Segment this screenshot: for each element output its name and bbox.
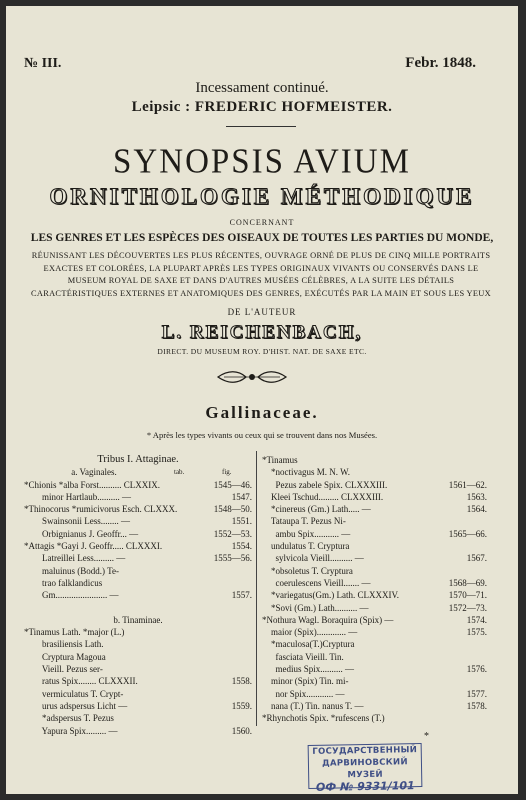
figure-numbers: 1561—62.: [448, 479, 487, 490]
catalog-row: [262, 454, 487, 466]
catalog-row: [262, 528, 487, 540]
publisher-note: Incessament continué.: [195, 80, 329, 96]
catalog-row: [24, 638, 252, 650]
catalog-row: [24, 626, 252, 638]
catalog-row: [262, 515, 487, 527]
catalog-entry: trao falklandicus: [24, 577, 103, 588]
catalog-entry: *maculosa(T.)Cryptura: [262, 639, 355, 650]
catalog-row: [24, 565, 252, 577]
book-subtitle: ORNITHOLOGIE MÉTHODIQUE: [49, 184, 475, 209]
catalog-entry: *Tinamus: [262, 455, 298, 465]
section-note: * Après les types vivants ou ceux qui se trouvent dans nos Musées.: [146, 430, 378, 440]
museum-stamp: [308, 743, 423, 794]
catalog-row: [24, 540, 252, 552]
publisher-line: Leipsic : FREDERIC HOFMEISTER.: [131, 99, 393, 115]
catalog-entry: *cinereus (Gm.) Lath..... —: [262, 504, 371, 515]
catalog-row: [24, 725, 252, 737]
catalog-entry: maior (Spix)............. —: [262, 627, 358, 638]
figure-numbers: 1559.: [231, 700, 252, 711]
catalog-row: [24, 552, 252, 564]
figure-numbers: 1558.: [231, 676, 252, 687]
catalog-entry: ambu Spix........... —: [262, 528, 351, 539]
figure-numbers: 1578.: [466, 700, 487, 711]
scanned-page: [6, 6, 518, 794]
figure-numbers: 1551.: [231, 516, 252, 527]
catalog-entry: *Sovi (Gm.) Lath.......... —: [262, 602, 369, 613]
catalog-entry: Latreillei Less......... —: [24, 553, 126, 564]
catalog-row: [24, 651, 252, 663]
left-column: [24, 454, 252, 737]
catalog-entry: ratus Spix........ CLXXXII.: [24, 676, 138, 687]
book-title: SYNOPSIS AVIUM: [113, 143, 411, 181]
catalog-row: [24, 589, 252, 601]
catalog-row: [262, 700, 487, 712]
vaginales-heading: a. Vaginales.: [71, 467, 117, 478]
column-divider: [256, 451, 257, 726]
figure-numbers: 1568—69.: [448, 577, 487, 588]
figure-numbers: 1576.: [466, 664, 487, 675]
stamp-line-3: ОФ № 9331/101: [315, 779, 415, 794]
catalog-entry: Pezus zabele Spix. CLXXXIII.: [262, 479, 388, 490]
stamp-line-2: ДАРВИНОВСКИЙ МУЗЕЙ: [321, 757, 408, 781]
catalog-row: [262, 688, 487, 700]
catalog-entry: Vieill. Pezus ser-: [24, 664, 103, 675]
catalog-entry: *Thinocorus *rumicivorus Esch. CLXXX.: [24, 504, 178, 515]
catalog-row: [262, 589, 487, 601]
catalog-entry: undulatus T. Cryptura: [262, 541, 350, 552]
catalog-entry: Cryptura Magoua: [24, 651, 106, 662]
catalog-entry: minor (Spix) Tin. mi-: [262, 676, 349, 687]
catalog-entry: *Chionis *alba Forst.......... CLXXIX.: [24, 479, 160, 490]
catalog-entry: *variegatus(Gm.) Lath. CLXXXIV.: [262, 590, 400, 601]
catalog-entry: nana (T.) Tin. nanus T. —: [262, 700, 364, 711]
catalog-entry: coerulescens Vieill....... —: [262, 577, 371, 588]
fig-label: fig.: [222, 468, 232, 477]
figure-numbers: 1575.: [466, 627, 487, 638]
author-label: DE L'AUTEUR: [227, 307, 297, 317]
tribus-heading: Tribus I. Attaginae.: [97, 454, 179, 465]
catalog-entry: maluinus (Bodd.) Te-: [24, 565, 119, 576]
figure-numbers: 1563.: [466, 491, 487, 502]
catalog-entry: Yapura Spix......... —: [24, 725, 118, 736]
catalog-row: [24, 675, 252, 687]
figure-numbers: 1545—46.: [213, 479, 252, 490]
catalog-row: [24, 577, 252, 589]
catalog-row: [24, 700, 252, 712]
catalog-entry: vermiculatus T. Crypt-: [24, 688, 124, 699]
catalog-entry: b. Tinaminae.: [113, 614, 163, 625]
catalog-row: [262, 552, 487, 564]
catalog-entry: brasiliensis Lath.: [24, 639, 104, 650]
catalog-row: [24, 503, 252, 515]
catalog-entry: sylvicola Vieill.......... —: [262, 553, 364, 564]
catalog-row: [262, 491, 487, 503]
figure-numbers: 1557.: [231, 590, 252, 601]
catalog-row: [262, 577, 487, 589]
catalog-entry: *Rhynchotis Spix. *rufescens (T.): [262, 713, 385, 724]
catalog-row: [262, 663, 487, 675]
catalog-entry: *Tinamus Lath. *major (L.): [24, 627, 125, 638]
catalog-entry: *Nothura Wagl. Boraquira (Spix) —: [262, 614, 394, 625]
header-rule: [226, 126, 296, 127]
catalog-row: [262, 503, 487, 515]
catalog-row: [262, 540, 487, 552]
catalog-row: [24, 663, 252, 675]
tab-label: tab.: [174, 468, 185, 477]
catalog-entry: Orbignianus J. Geoffr... —: [24, 528, 139, 539]
catalog-entry: *noctivagus M. N. W.: [262, 467, 351, 478]
right-column: [262, 454, 487, 725]
catalog-row: [24, 491, 252, 503]
catalog-entry: Swainsonii Less........ —: [24, 516, 131, 527]
catalog-row: [262, 466, 487, 478]
catalog-row: [262, 638, 487, 650]
figure-numbers: 1554.: [231, 541, 252, 552]
figure-numbers: 1564.: [466, 504, 487, 515]
catalog-entry: Tataupa T. Pezus Ni-: [262, 516, 346, 527]
ornament-flourish-icon: [216, 368, 288, 386]
catalog-row: [24, 712, 252, 724]
catalog-row: [262, 675, 487, 687]
issue-date: Febr. 1848.: [405, 55, 476, 71]
figure-numbers: 1567.: [466, 553, 487, 564]
catalog-entry: *obsoletus T. Cryptura: [262, 565, 353, 576]
catalog-row: [24, 602, 252, 614]
catalog-row: [262, 712, 487, 724]
catalog-entry: Kleei Tschud......... CLXXXIII.: [262, 491, 384, 502]
concernant-label: CONCERNANT: [229, 218, 295, 227]
catalog-entry: medius Spix.......... —: [262, 664, 355, 675]
figure-numbers: 1555—56.: [213, 553, 252, 564]
catalog-entry: urus adspersus Licht —: [24, 700, 128, 711]
catalog-row: [262, 614, 487, 626]
catalog-row: [24, 688, 252, 700]
subheading-row: [24, 466, 252, 478]
author-title: DIRECT. DU MUSEUM ROY. D'HIST. NAT. DE SAXE ETC.: [157, 347, 367, 356]
section-title: Gallinaceae.: [205, 403, 319, 422]
figure-numbers: 1572—73.: [448, 602, 487, 613]
catalog-row: [24, 479, 252, 491]
figure-numbers: 1547.: [231, 491, 252, 502]
catalog-row: [262, 651, 487, 663]
figure-numbers: 1574.: [466, 614, 487, 625]
catalog-row: [24, 528, 252, 540]
catalog-row: [262, 479, 487, 491]
catalog-entry: fasciata Vieill. Tin.: [262, 651, 344, 662]
catalog-entry: Gm....................... —: [24, 590, 119, 601]
figure-numbers: 1560.: [231, 725, 252, 736]
figure-numbers: 1577.: [466, 688, 487, 699]
author-name: L. REICHENBACH,: [161, 322, 363, 343]
catalog-row: [262, 602, 487, 614]
catalog-entry: *Attagis *Gayi J. Geoffr..... CLXXXI.: [24, 541, 163, 552]
issue-number: № III.: [24, 56, 62, 71]
catalog-entry: minor Hartlaub.......... —: [24, 491, 131, 502]
asterisk-mark: *: [424, 731, 429, 742]
catalog-row: [262, 626, 487, 638]
figure-numbers: 1570—71.: [448, 590, 487, 601]
figure-numbers: 1548—50.: [213, 504, 252, 515]
catalog-row: [24, 515, 252, 527]
description-paragraph: RÉUNISSANT LES DÉCOUVERTES LES PLUS RÉCENTES, OUVRAGE ORNÉ DE PLUS DE CINQ MILLE PORTRAITS EXACTES ET COLORÉES, LA PLUPART APRÈS LES TYPES ORIGINAUX VIVANTS OU CONSERVÉS DANS LE MUSEUM ROYAL DE SAXE ET DANS D'AUTRES MUSÉES CÉLÈBRES, A LA SUITE LES DÉTAILS CARACTÉRISTIQUES EXTERNES ET ANATOMIQUES DES GENRES, EXÉCUTÉS PAR LA MAIN ET SOUS LES YEUX: [30, 251, 492, 298]
catalog-entry: *adspersus T. Pezus: [24, 713, 114, 724]
genres-line: LES GENRES ET LES ESPÈCES DES OISEAUX DE TOUTES LES PARTIES DU MONDE,: [30, 232, 494, 244]
catalog-row: [24, 614, 252, 626]
stamp-line-1: ГОСУДАРСТВЕННЫЙ: [312, 745, 418, 757]
figure-numbers: 1552—53.: [213, 528, 252, 539]
catalog-row: [262, 565, 487, 577]
figure-numbers: 1565—66.: [448, 528, 487, 539]
catalog-entry: nor Spix............ —: [262, 688, 345, 699]
